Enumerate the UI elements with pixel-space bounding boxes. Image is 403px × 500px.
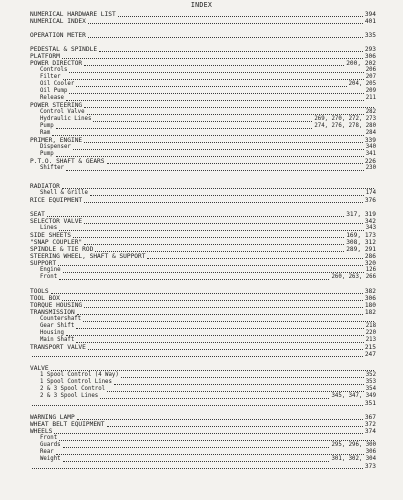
entry-label: Countershaft [40, 316, 82, 322]
entry-label: Shell & Grille [40, 190, 88, 196]
entry-label: Engine [40, 267, 61, 273]
index-entry [30, 428, 376, 435]
dot-leader [84, 106, 374, 108]
dot-leader [88, 36, 363, 38]
dot-leader [62, 57, 363, 59]
index-subentry [30, 109, 376, 116]
dot-leader [95, 250, 344, 252]
entry-page-numbers: 289, 291 [346, 246, 376, 253]
entry-label: Oil Pump [40, 88, 68, 94]
entry-label: Pump [40, 123, 54, 129]
index-entry [30, 11, 376, 18]
entry-label: TRANSPORT VALVE [30, 344, 86, 351]
entry-page-numbers: 306 [364, 295, 376, 302]
dot-leader [54, 432, 362, 434]
index-entry [30, 281, 376, 295]
index-subentry [30, 393, 376, 400]
index-entry [30, 39, 376, 53]
entry-page-numbers: 207 [365, 74, 376, 80]
dot-leader [118, 15, 363, 17]
index-subentry [30, 330, 376, 337]
index-subentry [30, 267, 376, 274]
index-entry [30, 400, 376, 407]
index-subentry [30, 165, 376, 172]
page-title: INDEX [190, 1, 213, 9]
entry-label: 1 Spool Control Lines [40, 379, 112, 385]
entry-page-numbers: 306 [364, 53, 376, 60]
entry-label: Guards [40, 442, 61, 448]
entry-label: OPERATION METER [30, 32, 86, 39]
entry-page-numbers: 180 [364, 302, 376, 309]
index-entry [30, 18, 376, 25]
entry-page-numbers: 295, 296, 300 [331, 442, 376, 448]
dot-leader [32, 355, 363, 357]
entry-label: Weight [40, 456, 61, 462]
dot-leader [59, 229, 364, 231]
dot-leader [107, 425, 363, 427]
index-subentry [30, 95, 376, 102]
dot-leader [62, 299, 363, 301]
entry-page-numbers: 204, 205 [348, 81, 376, 87]
dot-leader [107, 162, 363, 164]
dot-leader [76, 327, 363, 329]
index-entry [30, 239, 376, 246]
index-entry [30, 102, 376, 109]
entry-label: 2 & 3 Spool Lines [40, 393, 99, 399]
dot-leader [63, 460, 330, 462]
index-subentry [30, 372, 376, 379]
index-entry [30, 60, 376, 67]
entry-label: NUMERICAL INDEX [30, 18, 86, 25]
index-subentry [30, 144, 376, 151]
entry-label: SIDE SHEETS [30, 232, 71, 239]
dot-leader [107, 390, 364, 392]
index-subentry [30, 130, 376, 137]
entry-label: 1 Spool Control (4 Way) [40, 372, 119, 378]
entry-page-numbers: 286 [364, 253, 376, 260]
entry-label: POWER DIRECTOR [30, 60, 83, 67]
index-subentry [30, 442, 376, 449]
dot-leader [66, 99, 364, 101]
index-entry [30, 218, 376, 225]
entry-page-numbers: 293 [364, 46, 376, 53]
entry-label: TOOL BOX [30, 295, 60, 302]
dot-leader [84, 64, 344, 66]
entry-label: WHEELS [30, 428, 53, 435]
index-entry [30, 309, 376, 316]
entry-page-numbers: 126 [365, 267, 376, 273]
dot-leader [58, 264, 363, 266]
entry-label: Hydraulic Lines [40, 116, 92, 122]
index-entry [30, 260, 376, 267]
entry-page-numbers: 382 [364, 288, 376, 295]
index-subentry [30, 88, 376, 95]
entry-label: Release [40, 95, 64, 101]
index-subentry [30, 274, 376, 281]
entry-page-numbers: 401 [364, 18, 376, 25]
entry-label: Lines [40, 225, 58, 231]
index-entry [30, 407, 376, 421]
entry-page-numbers: 335 [364, 32, 376, 39]
entry-label: NUMERICAL HARDWARE LIST [30, 11, 116, 18]
entry-label: Gear Shift [40, 323, 75, 329]
entry-label: Oil Cooler [40, 81, 75, 87]
entry-page-numbers: 211 [365, 95, 376, 101]
dot-leader [76, 341, 363, 343]
index-subentry [30, 323, 376, 330]
dot-leader [84, 306, 363, 308]
index-entry [30, 421, 376, 428]
entry-page-numbers: 169, 173 [346, 232, 376, 239]
entry-page-numbers: 345, 347, 349 [331, 393, 376, 399]
entry-page-numbers: 182 [364, 309, 376, 316]
dot-leader [51, 369, 374, 371]
dot-leader [56, 453, 364, 455]
index-entry [30, 25, 376, 39]
dot-leader [99, 50, 363, 52]
entry-page-numbers: 367 [364, 414, 376, 421]
index-subentry [30, 190, 376, 197]
index-entry [30, 295, 376, 302]
index-subentry [30, 123, 376, 130]
index-entry [30, 172, 376, 190]
dot-leader [69, 92, 363, 94]
dot-leader [32, 467, 363, 469]
entry-label: WARNING LAMP [30, 414, 75, 421]
entry-label: PEDESTAL & SPINDLE [30, 46, 98, 53]
entry-page-numbers: 301, 302, 304 [331, 456, 376, 462]
index-entry [30, 246, 376, 253]
index-subentry [30, 456, 376, 463]
entry-page-numbers: 209 [365, 88, 376, 94]
dot-leader [62, 187, 374, 189]
dot-leader [87, 113, 364, 115]
dot-leader [93, 120, 312, 122]
entry-label: Controls [40, 67, 68, 73]
entry-page-numbers: 274, 276, 278, 280 [314, 123, 376, 129]
entry-label: Dispenser [40, 144, 71, 150]
dot-leader [66, 169, 364, 171]
entry-page-numbers: 174 [365, 190, 376, 196]
entry-label: "SNAP COUPLER" [30, 239, 83, 246]
dot-leader [84, 243, 344, 245]
entry-label: Shifter [40, 165, 64, 171]
entry-page-numbers: 342 [364, 218, 376, 225]
index-entry [30, 302, 376, 309]
index-entry [30, 351, 376, 358]
entry-page-numbers: 308, 312 [346, 239, 376, 246]
entry-page-numbers: 373 [364, 463, 376, 470]
entry-label: RADIATOR [30, 183, 60, 190]
entry-label: SPINDLE & TIE ROD [30, 246, 94, 253]
dot-leader [90, 194, 364, 196]
dot-leader [59, 439, 374, 441]
dot-leader [147, 257, 362, 259]
entry-page-numbers: 215 [364, 344, 376, 351]
entry-page-numbers: 320 [364, 260, 376, 267]
entry-page-numbers: 372 [364, 421, 376, 428]
dot-leader [69, 71, 363, 73]
entry-label: TRANSMISSION [30, 309, 75, 316]
entry-label: PLATFORM [30, 53, 60, 60]
index-entry [30, 158, 376, 165]
dot-leader [63, 446, 330, 448]
entry-page-numbers: 340 [365, 144, 376, 150]
dot-leader [84, 141, 363, 143]
index-entry [30, 137, 376, 144]
dot-leader [88, 22, 363, 24]
dot-leader [56, 127, 313, 129]
dot-leader [56, 155, 364, 157]
entry-label: Front [40, 435, 58, 441]
entry-page-numbers: 376 [364, 197, 376, 204]
index-entry [30, 358, 376, 372]
index-subentry [30, 151, 376, 158]
dot-leader [77, 418, 363, 420]
index-entry [30, 463, 376, 470]
index-subentry [30, 81, 376, 88]
entry-page-numbers: 306 [365, 449, 376, 455]
dot-leader [83, 320, 374, 322]
index-subentry [30, 74, 376, 81]
entry-label: Pump [40, 151, 54, 157]
index-subentry [30, 316, 376, 323]
entry-label: Rear [40, 449, 54, 455]
entry-label: RICE EQUIPMENT [30, 197, 83, 204]
entry-label: PRIMER, ENGINE [30, 137, 83, 144]
index-subentry [30, 449, 376, 456]
dot-leader [84, 201, 363, 203]
entry-label: Filter [40, 74, 61, 80]
entry-page-numbers: 353 [365, 379, 376, 385]
dot-leader [52, 134, 363, 136]
entry-label: Housing [40, 330, 64, 336]
index-subentry [30, 337, 376, 344]
entry-page-numbers: 220 [365, 330, 376, 336]
entry-page-numbers: 341 [365, 151, 376, 157]
entry-page-numbers: 260, 263, 266 [331, 274, 376, 280]
entry-label: Ram [40, 130, 51, 136]
entry-page-numbers: 206 [365, 67, 376, 73]
entry-page-numbers: 284 [365, 130, 376, 136]
entry-label: SELECTOR VALVE [30, 218, 83, 225]
index-entry [30, 344, 376, 351]
dot-leader [73, 236, 344, 238]
entry-label: POWER STEERING [30, 102, 83, 109]
entry-label: TORQUE HOUSING [30, 302, 83, 309]
entry-label: STEERING WHEEL, SHAFT & SUPPORT [30, 253, 146, 260]
entry-label: Front [40, 274, 58, 280]
entry-page-numbers: 343 [365, 225, 376, 231]
dot-leader [121, 376, 364, 378]
entry-page-numbers: 269, 270, 272, 273 [314, 116, 376, 122]
entry-label: 2 & 3 Spool Control [40, 386, 106, 392]
index-subentry [30, 386, 376, 393]
entry-page-numbers: 200, 202 [346, 60, 376, 67]
dot-leader [63, 271, 364, 273]
entry-page-numbers: 247 [364, 351, 376, 358]
dot-leader [84, 222, 363, 224]
entry-label: SEAT [30, 211, 45, 218]
entry-label: Control Valve [40, 109, 85, 115]
dot-leader [66, 334, 364, 336]
entry-page-numbers: 230 [365, 165, 376, 171]
entry-page-numbers: 226 [364, 158, 376, 165]
entry-page-numbers: 354 [365, 386, 376, 392]
entry-label: SUPPORT [30, 260, 57, 267]
dot-leader [47, 215, 344, 217]
entry-label: P.T.O. SHAFT & GEARS [30, 158, 105, 165]
dot-leader [59, 278, 329, 280]
index-entry [30, 204, 376, 218]
entry-page-numbers: 282 [365, 109, 376, 115]
index-entry [30, 197, 376, 204]
index-list [30, 11, 376, 470]
entry-page-numbers: 339 [364, 137, 376, 144]
dot-leader [100, 397, 329, 399]
index-subentry [30, 435, 376, 442]
entry-page-numbers: 394 [364, 11, 376, 18]
entry-page-numbers: 352 [365, 372, 376, 378]
index-subentry [30, 225, 376, 232]
dot-leader [51, 292, 363, 294]
entry-label: VALVE [30, 365, 49, 372]
index-subentry [30, 379, 376, 386]
entry-page-numbers: 351 [364, 400, 376, 407]
index-entry [30, 253, 376, 260]
entry-page-numbers: 213 [365, 337, 376, 343]
entry-label: TOOLS [30, 288, 49, 295]
entry-page-numbers: 317, 319 [346, 211, 376, 218]
dot-leader [73, 148, 364, 150]
index-entry [30, 232, 376, 239]
dot-leader [77, 313, 363, 315]
dot-leader [63, 78, 364, 80]
index-subentry [30, 116, 376, 123]
entry-page-numbers: 374 [364, 428, 376, 435]
dot-leader [114, 383, 364, 385]
dot-leader [88, 348, 363, 350]
entry-label: WHEAT BELT EQUIPMENT [30, 421, 105, 428]
entry-label: Main Shaft [40, 337, 75, 343]
index-entry [30, 53, 376, 60]
dot-leader [76, 85, 346, 87]
entry-page-numbers: 218 [365, 323, 376, 329]
index-subentry [30, 67, 376, 74]
dot-leader [32, 404, 363, 406]
